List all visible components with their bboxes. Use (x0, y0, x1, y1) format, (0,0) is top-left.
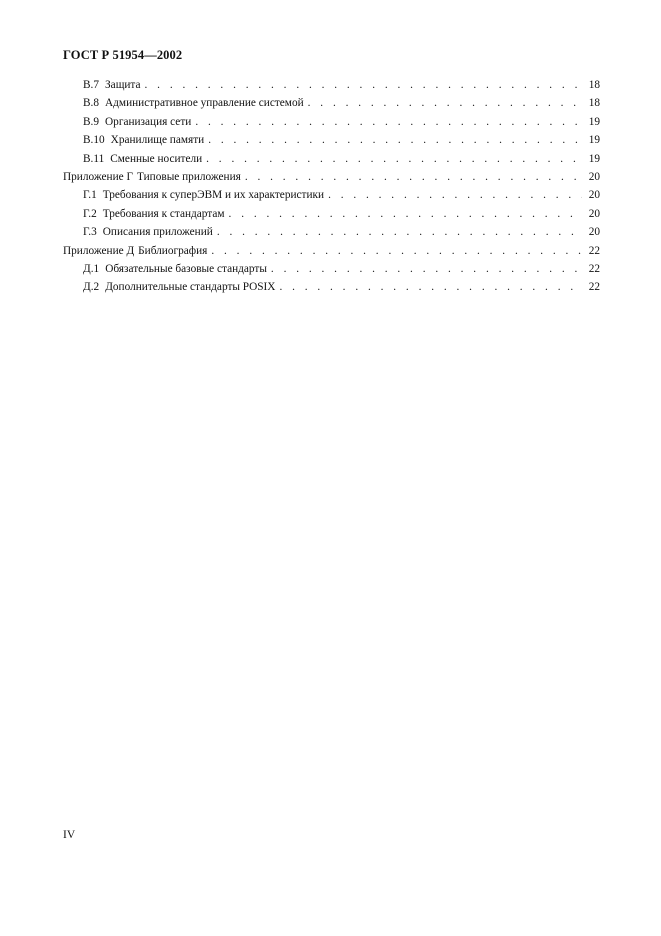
toc-entry-title: Защита (105, 79, 141, 91)
toc-dot-leader (245, 168, 582, 186)
toc-entry-page: 19 (588, 134, 600, 147)
document-header: ГОСТ Р 51954—2002 (63, 48, 183, 62)
table-of-contents (63, 76, 600, 297)
toc-dot-leader (279, 278, 582, 296)
toc-entry-page: 18 (588, 79, 600, 91)
toc-entry-v10 (63, 131, 600, 149)
toc-dot-leader (229, 205, 582, 223)
toc-entry-title: Хранилище памяти (110, 134, 205, 147)
toc-dot-leader (271, 260, 582, 278)
toc-entry-title: Организация сети (105, 115, 192, 128)
toc-entry-number: В.7 (83, 79, 100, 91)
toc-entry-title: Типовые приложения (137, 170, 241, 183)
toc-entry-page: 18 (588, 97, 600, 110)
toc-entry-number: Г.2 (83, 207, 97, 220)
toc-entry-page: 20 (588, 170, 600, 183)
toc-entry-number: Д.1 (83, 262, 100, 275)
toc-entry-title: Требования к суперЭВМ и их характеристики (102, 189, 325, 202)
toc-entry-v9 (63, 113, 600, 131)
toc-entry-page: 22 (588, 262, 600, 275)
toc-entry-d1 (63, 260, 600, 278)
toc-entry-number: В.11 (83, 152, 105, 165)
toc-entry-number: Приложение Г (63, 170, 133, 183)
toc-entry-title: Требования к стандартам (102, 207, 225, 220)
toc-entry-v8 (63, 94, 600, 112)
toc-entry-g1 (63, 186, 600, 204)
toc-entry-number: В.10 (83, 134, 105, 147)
toc-entry-page: 19 (588, 115, 600, 128)
toc-entry-v11 (63, 150, 600, 168)
toc-entry-number: В.8 (83, 97, 100, 110)
toc-entry-g3 (63, 223, 600, 241)
toc-entry-page: 20 (588, 226, 600, 239)
toc-entry-page: 22 (588, 244, 600, 257)
toc-entry-title: Описания приложений (102, 226, 213, 239)
toc-entry-title: Обязательные базовые стандарты (105, 262, 267, 275)
toc-entry-title: Административное управление системой (105, 97, 304, 110)
toc-entry-title: Дополнительные стандарты POSIX (105, 281, 276, 294)
toc-entry-d2 (63, 278, 600, 296)
toc-entry-number: Г.3 (83, 226, 97, 239)
toc-entry-number: Д.2 (83, 281, 100, 294)
toc-entry-page: 22 (588, 281, 600, 294)
toc-entry-v7 (63, 76, 600, 94)
toc-entry-number: Г.1 (83, 189, 97, 202)
toc-dot-leader (208, 131, 582, 149)
toc-dot-leader (211, 242, 582, 260)
toc-dot-leader (206, 150, 582, 168)
toc-dot-leader (328, 186, 582, 204)
toc-entry-page: 20 (588, 189, 600, 202)
toc-entry-appendix-g (63, 168, 600, 186)
toc-entry-number: В.9 (83, 115, 100, 128)
toc-dot-leader (308, 94, 582, 112)
toc-dot-leader (195, 113, 582, 131)
toc-entry-title: Сменные носители (110, 152, 203, 165)
toc-entry-g2 (63, 205, 600, 223)
toc-entry-title: Библиография (138, 244, 208, 257)
toc-entry-appendix-d (63, 242, 600, 260)
toc-entry-page: 20 (588, 207, 600, 220)
toc-entry-page: 19 (588, 152, 600, 165)
toc-entry-number: Приложение Д (63, 244, 135, 257)
toc-dot-leader (217, 223, 582, 241)
toc-dot-leader (145, 76, 582, 94)
page-number: IV (63, 829, 76, 841)
